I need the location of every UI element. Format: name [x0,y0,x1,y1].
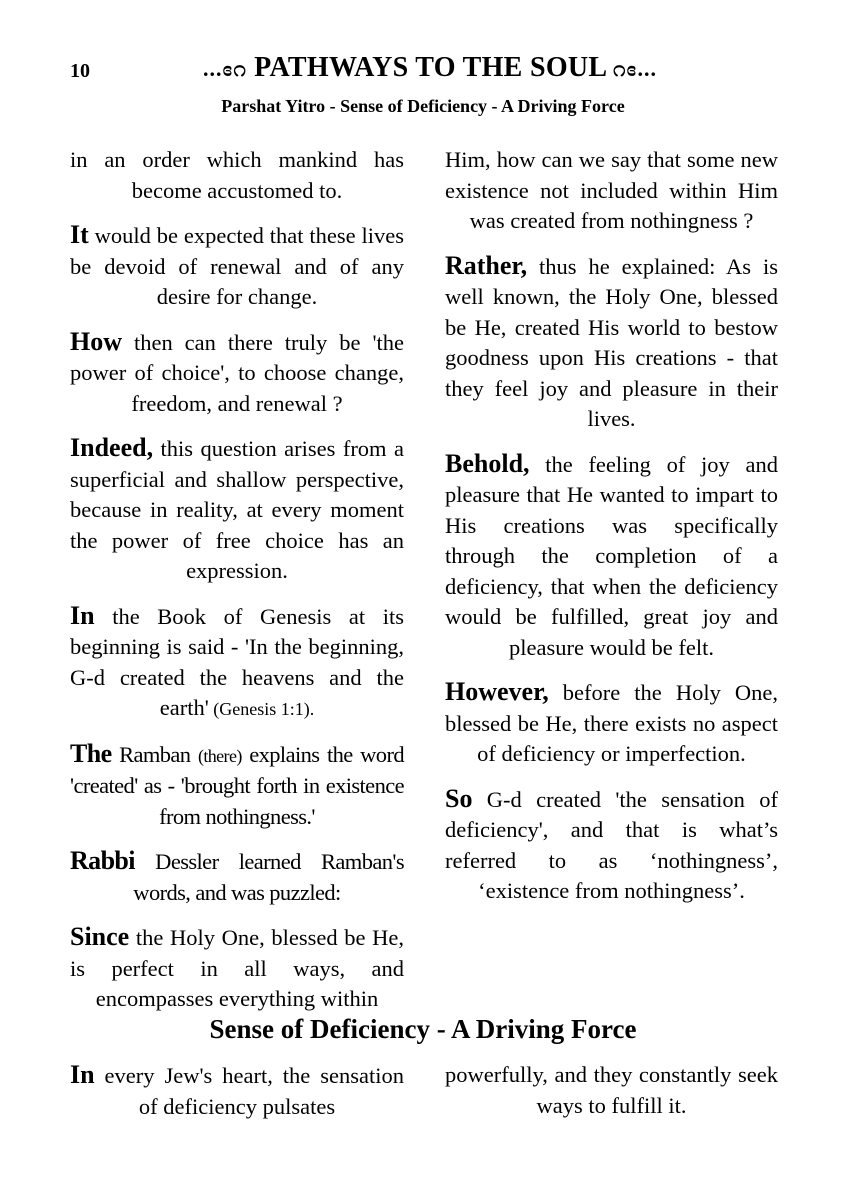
paragraph [445,449,778,664]
paragraph [70,433,404,587]
paragraph [445,784,778,907]
paragraph [445,677,778,770]
paragraph-text: G-d created 'the sensation of deficiency', and that is what’s referred to as ‘nothingness’, ‘existence from nothingness’. [445,786,778,903]
paragraph-lead: In [70,1060,95,1089]
paragraph [70,327,404,420]
page-subtitle: Parshat Yitro - Sense of Deficiency - A Driving Force [221,96,625,116]
running-title [130,52,730,84]
paragraph [445,251,778,435]
citation: (Genesis 1:1). [208,699,315,719]
paragraph-lead: Since [70,922,130,951]
paragraph-text: the feeling of joy and pleasure that He wanted to impart to His creations was specifically through the completion of a deficiency, that when the deficiency would be fulfilled, great joy and pleasure would be felt. [445,451,778,660]
paragraph-text: the Book of Genesis at its beginning is said - 'In the beginning, G-d created the heavens and the earth' [70,603,404,720]
ornament-left-icon: ...ɞ೧ [202,56,247,81]
paragraph-text: thus he explained: As is well known, the Holy One, blessed be He, created His world to bestow goodness upon His creations - that they feel joy and pleasure in their lives. [445,253,778,431]
paragraph [70,220,404,313]
paragraph-text: then can there truly be 'the power of choice', to choose change, freedom, and renewal ? [70,329,404,416]
section-right-column [445,1060,778,1121]
paragraph [70,922,404,1015]
paragraph-text: every Jew's heart, the sensation of deficiency pulsates [94,1063,404,1119]
paragraph-lead: Rabbi [70,846,135,875]
book-title: PATHWAYS TO THE SOUL [254,52,606,83]
paragraph-text: would be expected that these lives be devoid of renewal and of any desire for change. [70,223,404,309]
paragraph [70,1060,404,1122]
paragraph-text: Ramban [111,741,198,767]
paragraph-lead: It [70,220,89,249]
right-column [445,145,778,921]
paragraph-text: before the Holy One, blessed be He, there exists no aspect of deficiency or imperfection. [445,680,778,766]
paragraph-text: explains the word 'created' as - 'brought forth in existence from nothingness.' [70,741,404,829]
ornament-right-icon: ೧ɞ... [613,56,658,81]
section-left-column [70,1060,404,1122]
page-number: 10 [70,60,90,82]
paragraph [70,846,404,908]
paragraph-text: the Holy One, blessed be He, is perfect in all ways, and encompasses everything within [70,925,404,1011]
section-heading: Sense of Deficiency - A Driving Force [209,1014,637,1044]
paragraph: in an order which mankind has become accustomed to. [70,147,404,203]
paragraph [70,601,404,725]
paragraph-lead: So [445,783,473,813]
citation: (there) [197,745,242,766]
paragraph-text: this question arises from a superficial and shallow perspective, because in reality, at every moment the power of free choice has an expression. [70,436,404,583]
left-column [70,145,404,1029]
paragraph-lead: Behold, [445,448,530,478]
paragraph: Him, how can we say that some new existence not included within Him was created from nothingness ? [445,147,778,233]
paragraph-lead: How [70,326,122,356]
paragraph-lead: Rather, [445,250,528,280]
paragraph-lead: In [70,600,95,630]
paragraph-text: Dessler learned Ramban's words, and was puzzled: [133,849,404,905]
paragraph: powerfully, and they constantly seek ways to fulfill it. [445,1062,778,1118]
paragraph-lead: Indeed, [70,433,154,462]
paragraph-lead: However, [445,677,549,706]
paragraph [70,739,404,833]
paragraph-lead: The [70,738,112,768]
